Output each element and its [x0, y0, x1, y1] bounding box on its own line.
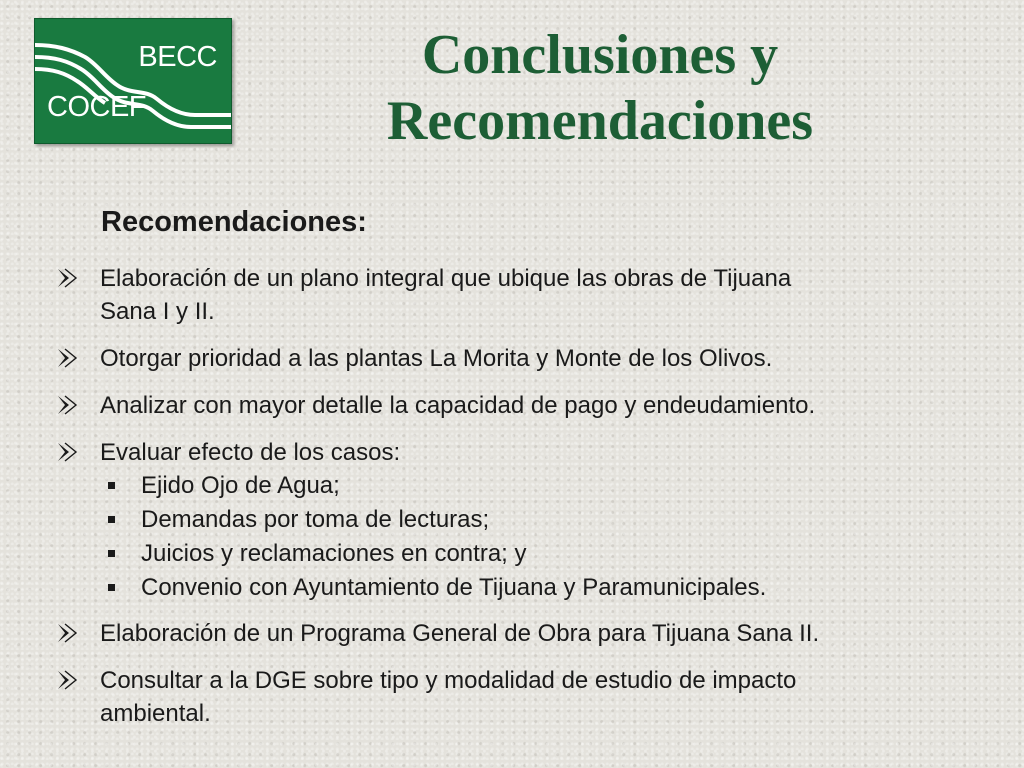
arrow-bullet-icon [56, 621, 78, 645]
list-item-text: Otorgar prioridad a las plantas La Morita y Monte de los Olivos. [100, 345, 773, 372]
arrow-bullet-icon [56, 668, 78, 692]
becc-cocef-logo [34, 18, 232, 144]
section-heading: Recomendaciones: [101, 206, 367, 238]
list-item-text: Elaboración de un Programa General de Obra para Tijuana Sana II. [100, 620, 820, 647]
list-item [52, 664, 992, 730]
list-item [52, 389, 992, 422]
slide-title [300, 22, 900, 154]
square-bullet-icon [108, 550, 115, 557]
logo-becc-text: BECC [138, 41, 217, 73]
sub-list-item-text: Ejido Ojo de Agua; [141, 472, 340, 499]
title-line-1: Conclusiones y [421, 24, 779, 86]
list-item-text-line-1: Consultar a la DGE sobre tipo y modalidad de estudio de impacto [100, 667, 797, 694]
sub-list-item-text: Demandas por toma de lecturas; [141, 506, 490, 533]
recommendations-list [52, 262, 992, 730]
arrow-bullet-icon [56, 393, 78, 417]
sub-list-item [52, 469, 992, 503]
sub-list-item [52, 571, 992, 605]
list-item [52, 436, 992, 469]
square-bullet-icon [108, 584, 115, 591]
sub-list-item [52, 537, 992, 571]
list-item-text-line-2: ambiental. [100, 700, 211, 727]
sub-list-item-text: Convenio con Ayuntamiento de Tijuana y Paramunicipales. [141, 574, 767, 601]
list-item [52, 617, 992, 650]
list-item-text-line-1: Elaboración de un plano integral que ubique las obras de Tijuana [100, 265, 792, 292]
river-waves-icon [35, 19, 231, 143]
sub-list-item [52, 503, 992, 537]
list-item-text: Analizar con mayor detalle la capacidad de pago y endeudamiento. [100, 392, 816, 419]
list-item [52, 342, 992, 375]
title-line-2: Recomendaciones [386, 90, 814, 153]
list-item-text: Evaluar efecto de los casos: [100, 439, 401, 466]
sub-list-item-text: Juicios y reclamaciones en contra; y [141, 540, 527, 567]
arrow-bullet-icon [56, 266, 78, 290]
arrow-bullet-icon [56, 440, 78, 464]
square-bullet-icon [108, 516, 115, 523]
arrow-bullet-icon [56, 346, 78, 370]
square-bullet-icon [108, 482, 115, 489]
list-item-text-line-2: Sana I y II. [100, 298, 215, 325]
logo-cocef-text: COCEF [47, 91, 146, 123]
list-item [52, 262, 992, 328]
